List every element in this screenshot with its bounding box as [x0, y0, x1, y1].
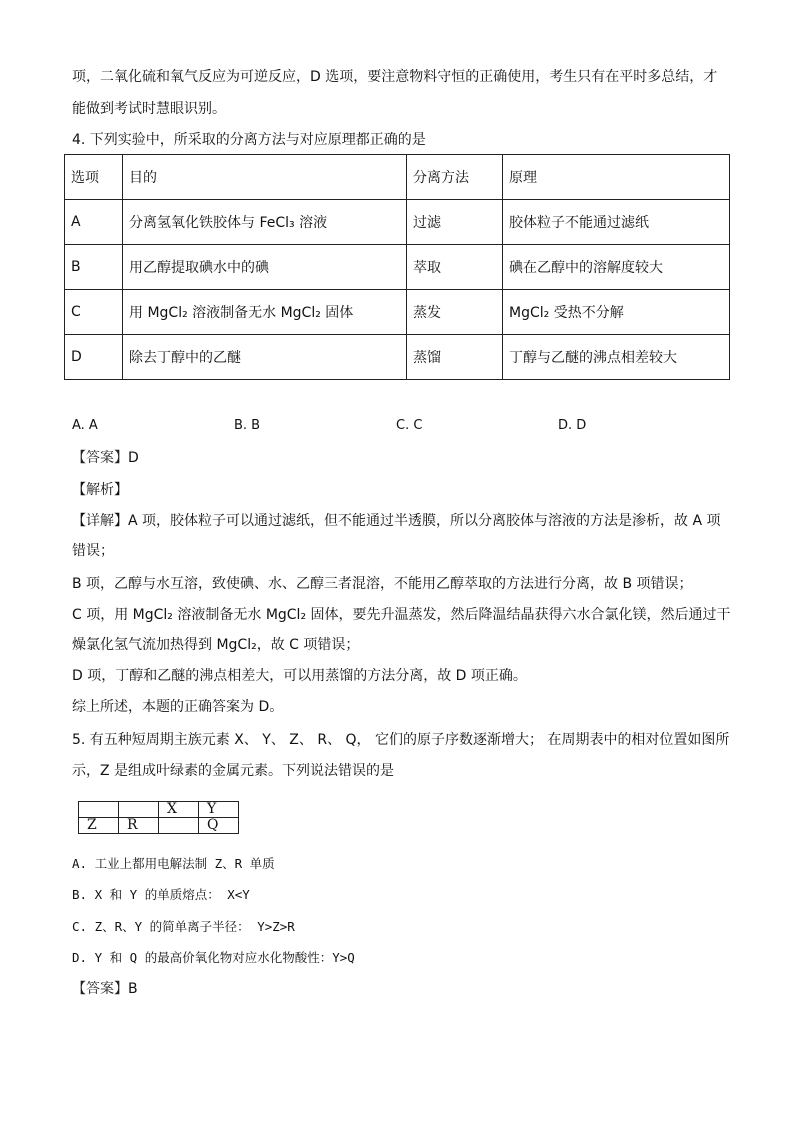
table-header-cell: 选项	[65, 155, 123, 200]
analysis-line: 错误；	[72, 543, 114, 559]
table-cell: MgCl₂ 受热不分解	[503, 290, 730, 335]
q4-option-b: B. B	[234, 418, 261, 433]
table-cell: 用 MgCl₂ 溶液制备无水 MgCl₂ 固体	[123, 290, 407, 335]
q4-option-a: A. A	[72, 418, 98, 433]
separation-methods-table	[64, 154, 730, 380]
table-cell: A	[65, 200, 123, 245]
table-cell: 分离氢氧化铁胶体与 FeCl₃ 溶液	[123, 200, 407, 245]
q5-option-a: A. 工业上都用电解法制 Z、R 单质	[72, 856, 275, 871]
table-cell: 碘在乙醇中的溶解度较大	[503, 245, 730, 290]
table-cell: 用乙醇提取碘水中的碘	[123, 245, 407, 290]
table-header-row	[65, 155, 730, 200]
periodic-position-grid	[78, 801, 239, 834]
answer-tag: 【答案】	[72, 981, 128, 997]
q4-answer-line	[72, 447, 730, 469]
grid-cell: R	[119, 818, 159, 834]
q4-option-d: D. D	[558, 418, 587, 433]
intro-line-1: 项，二氧化硫和氧气反应为可逆反应，D 选项，要注意物料守恒的正确使用，考生只有在平时多总结，才	[72, 69, 718, 85]
table-cell: 胶体粒子不能通过滤纸	[503, 200, 730, 245]
analysis-line: 综上所述，本题的正确答案为 D。	[72, 699, 284, 715]
grid-cell	[159, 818, 199, 834]
table-row	[65, 335, 730, 380]
table-header-cell: 原理	[503, 155, 730, 200]
analysis-line: B 项，乙醇与水互溶，致使碘、水、乙醇三者混溶，不能用乙醇萃取的方法进行分离，故 B 项错误；	[72, 576, 693, 592]
intro-line-2: 能做到考试时慧眼识别。	[72, 101, 226, 117]
table-header-cell: 目的	[123, 155, 407, 200]
table-cell: 蒸发	[407, 290, 503, 335]
grid-cell	[119, 802, 159, 818]
q5-option-b: B. X 和 Y 的单质熔点： X<Y	[72, 887, 250, 902]
table-row	[65, 200, 730, 245]
table-cell: B	[65, 245, 123, 290]
q4-answer: D	[128, 450, 139, 466]
q5-option-d: D. Y 和 Q 的最高价氧化物对应水化物酸性：Y>Q	[72, 950, 355, 965]
question-5-stem-line-1: 5. 有五种短周期主族元素 X、 Y、 Z、 R、 Q， 它们的原子序数逐渐增大； 在周期表中的相对位置如图所	[72, 732, 730, 748]
grid-row	[79, 818, 239, 834]
q5-answer: B	[128, 981, 138, 997]
table-cell: 萃取	[407, 245, 503, 290]
grid-cell: Y	[199, 802, 239, 818]
q4-analysis-tag: 【解析】	[72, 482, 128, 498]
table-cell: D	[65, 335, 123, 380]
grid-row	[79, 802, 239, 818]
table-cell: 过滤	[407, 200, 503, 245]
analysis-line: 【详解】A 项，胶体粒子可以通过滤纸，但不能通过半透膜，所以分离胶体与溶液的方法是渗析，故 A 项	[72, 513, 721, 529]
table-cell: 丁醇与乙醚的沸点相差较大	[503, 335, 730, 380]
q5-answer-line	[72, 978, 730, 1000]
table-cell: 蒸馏	[407, 335, 503, 380]
grid-cell	[79, 802, 119, 818]
q5-option-c: C. Z、R、Y 的简单离子半径： Y>Z>R	[72, 919, 295, 934]
table-cell: C	[65, 290, 123, 335]
question-4-stem: 4. 下列实验中，所采取的分离方法与对应原理都正确的是	[72, 132, 426, 148]
analysis-line: C 项，用 MgCl₂ 溶液制备无水 MgCl₂ 固体，要先升温蒸发，然后降温结晶获得六水合氯化镁，然后通过干	[72, 607, 731, 623]
table-row	[65, 290, 730, 335]
analysis-line: D 项，丁醇和乙醚的沸点相差大，可以用蒸馏的方法分离，故 D 项正确。	[72, 668, 527, 684]
table-cell: 除去丁醇中的乙醚	[123, 335, 407, 380]
analysis-line: 燥氯化氢气流加热得到 MgCl₂，故 C 项错误；	[72, 637, 360, 653]
q4-option-c: C. C	[396, 418, 423, 433]
table-header-cell: 分离方法	[407, 155, 503, 200]
grid-cell: Z	[79, 818, 119, 834]
table-row	[65, 245, 730, 290]
grid-cell: X	[159, 802, 199, 818]
question-5-stem-line-2: 示，Z 是组成叶绿素的金属元素。下列说法错误的是	[72, 763, 395, 779]
grid-cell: Q	[199, 818, 239, 834]
answer-tag: 【答案】	[72, 450, 128, 466]
